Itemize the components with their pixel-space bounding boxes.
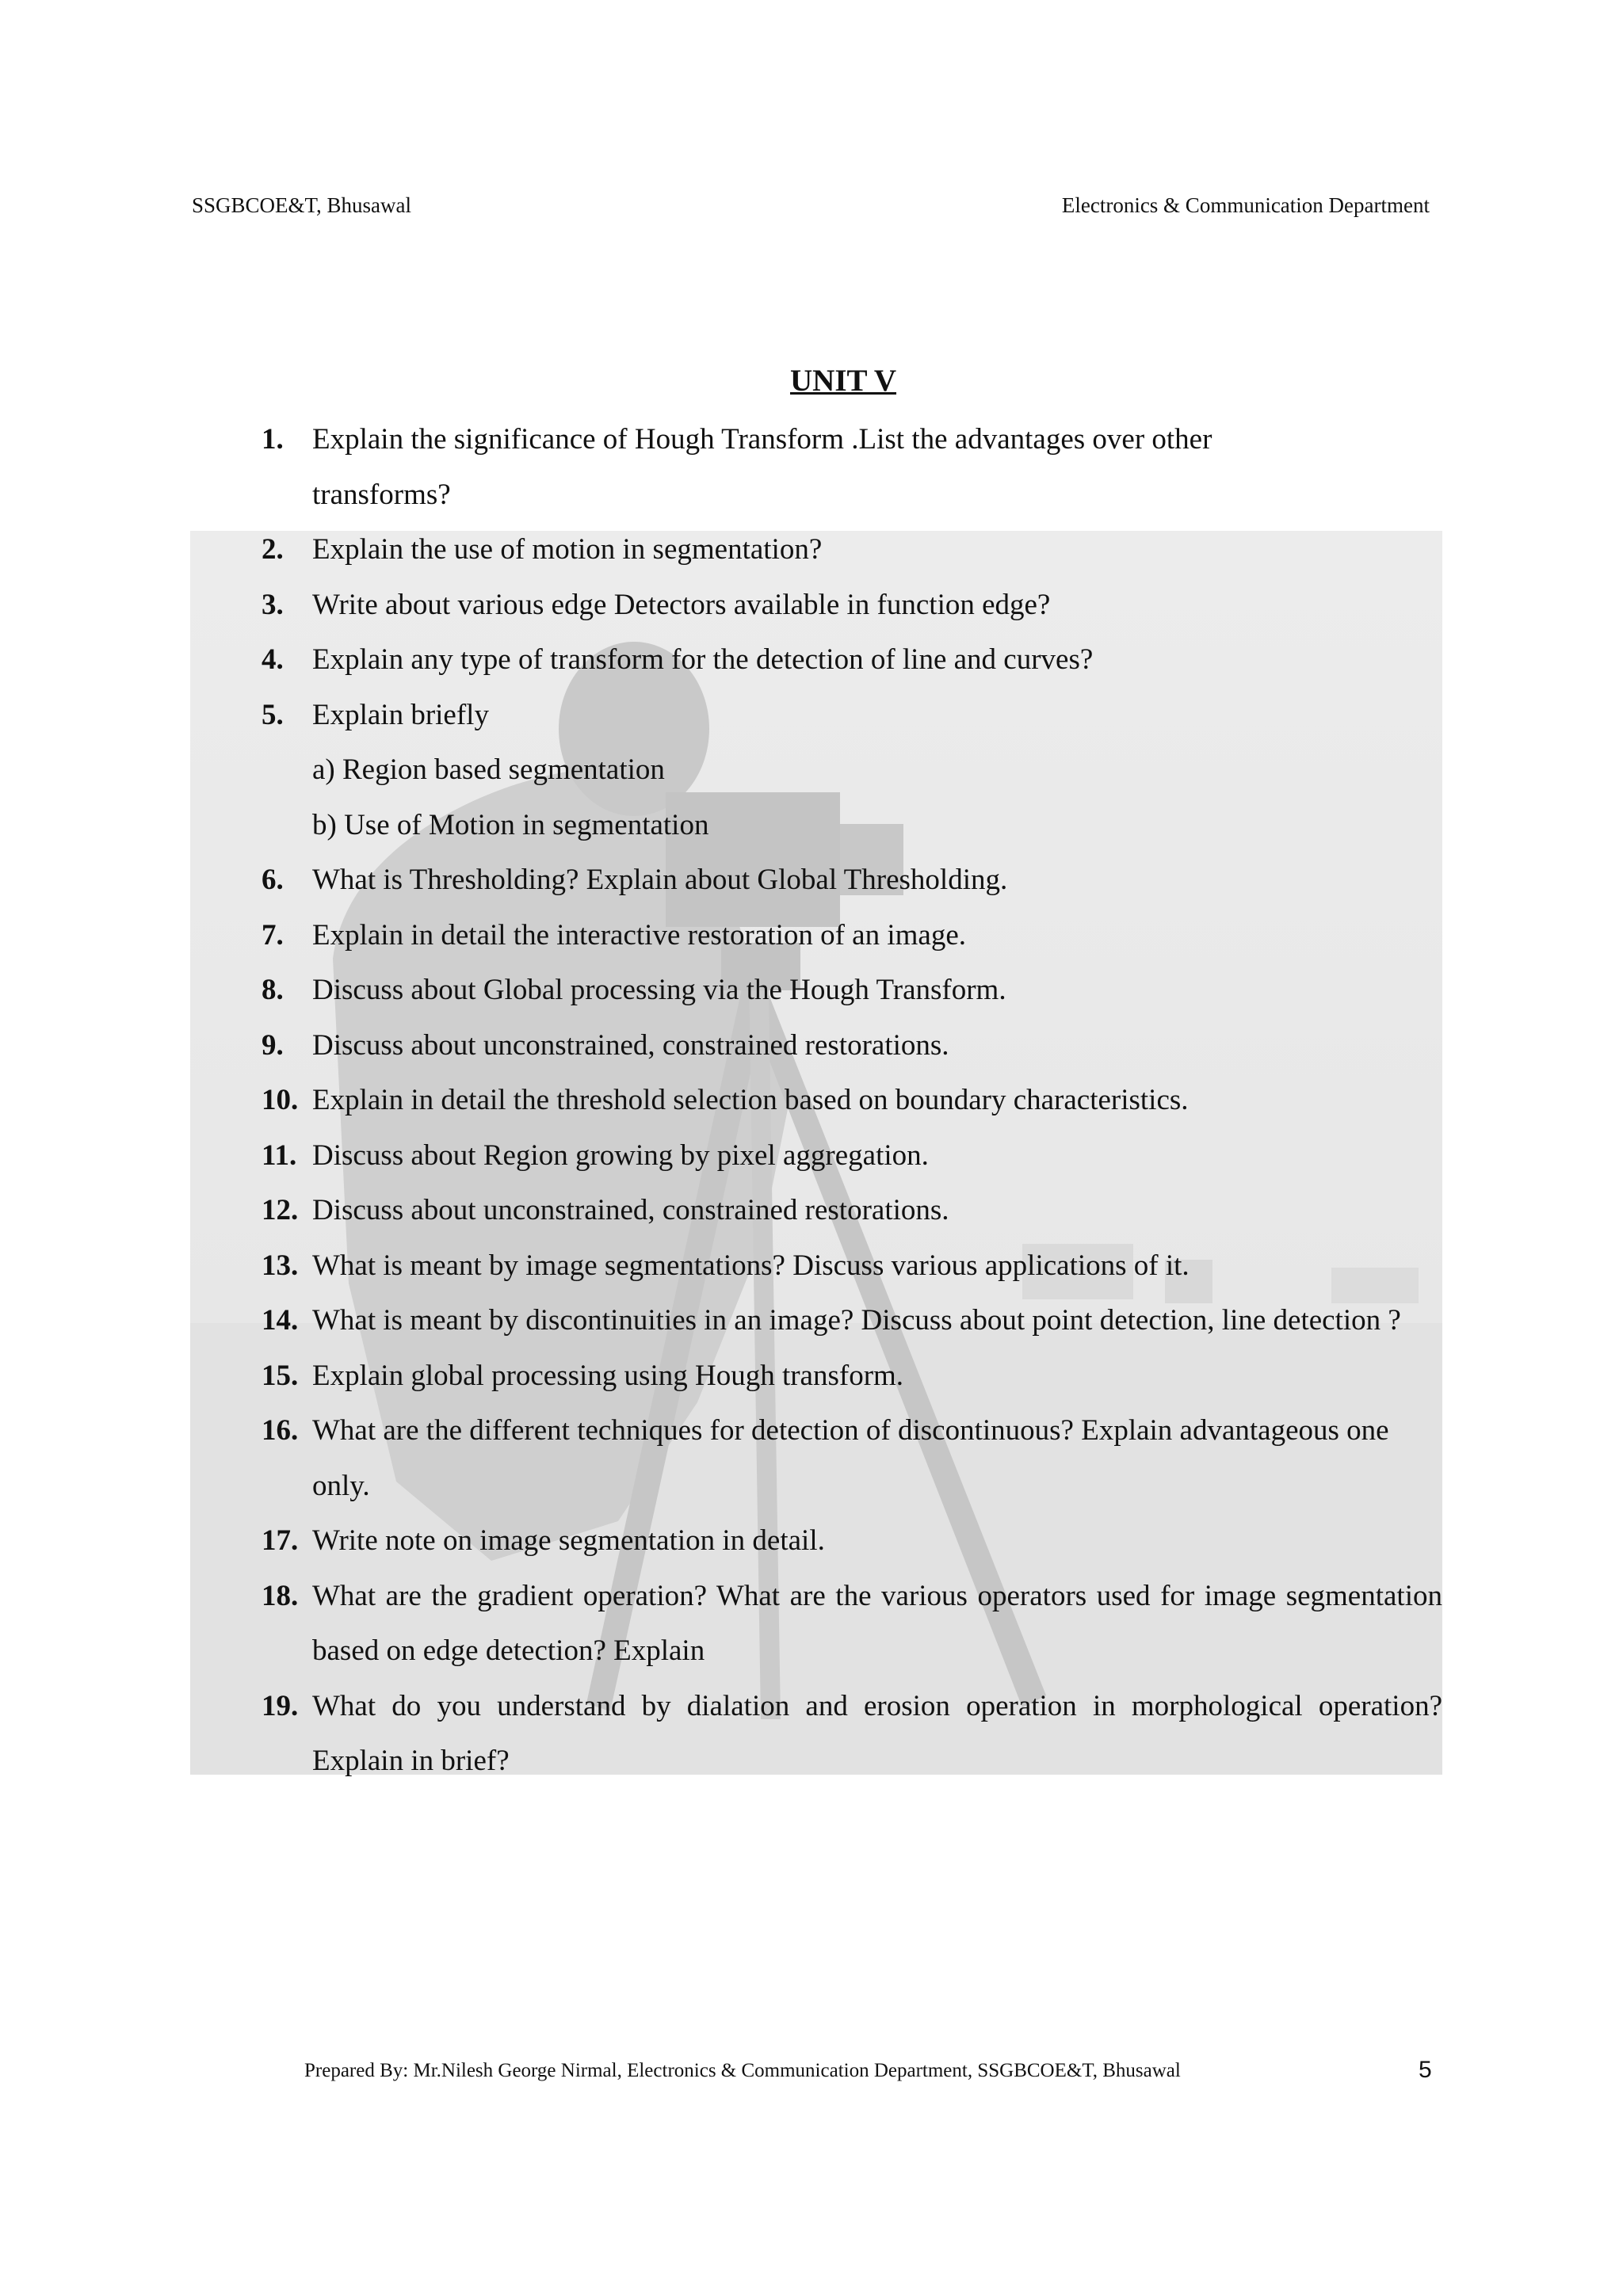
question-item [262, 908, 1442, 963]
question-text: Explain global processing using Hough transform. [312, 1359, 904, 1392]
question-text: Explain briefly [312, 698, 489, 731]
question-text: Explain in detail the threshold selection based on boundary characteristics. [312, 1084, 1189, 1116]
question-text: What is meant by image segmentations? Discuss various applications of it. [312, 1249, 1190, 1282]
question-number: 16. [262, 1414, 299, 1447]
question-number: 7. [262, 918, 284, 952]
unit-title [0, 363, 1623, 399]
question-text: Explain in detail the interactive restoration of an image. [312, 918, 967, 952]
question-text: Discuss about Region growing by pixel aggregation. [312, 1138, 929, 1172]
question-text: Discuss about Global processing via the Hough Transform. [312, 974, 1006, 1006]
question-text: Explain any type of transform for the detection of line and curves? [312, 643, 1094, 676]
page-number: 5 [1419, 2057, 1432, 2083]
footer-credit: Prepared By: Mr.Nilesh George Nirmal, Electronics & Communication Department, SSGBCOE&T, Bhusawal [304, 2060, 1181, 2081]
question-item [262, 1403, 1442, 1513]
question-number: 18. [262, 1579, 299, 1612]
question-item [262, 522, 1442, 578]
question-text: What are the gradient operation? What are the various operators used for image segmentation based on edge detection? Explain [312, 1579, 1442, 1667]
question-item [262, 1348, 1442, 1404]
question-text: What is meant by discontinuities in an image? Discuss about point detection, line detection ? [312, 1304, 1401, 1337]
question-number: 5. [262, 698, 284, 731]
question-text: Discuss about unconstrained, constrained restorations. [312, 1194, 949, 1226]
question-text: Write note on image segmentation in detail. [312, 1524, 825, 1557]
question-number: 9. [262, 1028, 284, 1062]
question-text: Write about various edge Detectors available in function edge? [312, 588, 1051, 621]
question-item [262, 1679, 1442, 1789]
unit-title-text: UNIT V [789, 364, 897, 398]
question-number: 14. [262, 1304, 299, 1337]
question-list [262, 412, 1442, 1789]
question-text: What is Thresholding? Explain about Global Thresholding. [312, 864, 1008, 896]
question-number: 11. [262, 1138, 297, 1172]
question-item [262, 1128, 1442, 1184]
question-item [262, 1238, 1442, 1294]
question-number: 3. [262, 588, 284, 621]
question-number: 13. [262, 1249, 299, 1282]
question-number: 2. [262, 533, 284, 566]
question-number: 4. [262, 643, 284, 676]
sub-question: b) Use of Motion in segmentation [312, 808, 709, 841]
question-text: Explain the significance of Hough Transform .List the advantages over other transforms? [312, 423, 1212, 511]
sub-question: a) Region based segmentation [312, 753, 665, 786]
question-item [262, 963, 1442, 1018]
question-item [262, 1073, 1442, 1128]
question-number: 12. [262, 1194, 299, 1226]
question-item [262, 1018, 1442, 1074]
question-text: What are the different techniques for detection of discontinuous? Explain advantageous one only. [312, 1414, 1389, 1502]
question-item [262, 578, 1442, 633]
question-text: What do you understand by dialation and erosion operation in morphological operation? Explain in brief? [312, 1689, 1442, 1777]
question-item [262, 852, 1442, 908]
question-item [262, 632, 1442, 688]
question-number: 6. [262, 864, 284, 896]
question-number: 10. [262, 1084, 299, 1116]
question-text: Discuss about unconstrained, constrained restorations. [312, 1028, 949, 1062]
question-item [262, 1569, 1442, 1679]
question-item [262, 412, 1442, 522]
question-text: Explain the use of motion in segmentation? [312, 533, 823, 566]
header-department: Electronics & Communication Department [1061, 193, 1430, 217]
question-item [262, 1293, 1442, 1348]
question-number: 17. [262, 1524, 299, 1557]
question-number: 1. [262, 423, 284, 456]
question-item [262, 1183, 1442, 1238]
question-item [262, 1513, 1442, 1569]
question-number: 19. [262, 1689, 299, 1722]
question-number: 8. [262, 974, 284, 1006]
question-number: 15. [262, 1359, 299, 1392]
question-item [262, 688, 1442, 743]
header-institution: SSGBCOE&T, Bhusawal [192, 193, 412, 217]
